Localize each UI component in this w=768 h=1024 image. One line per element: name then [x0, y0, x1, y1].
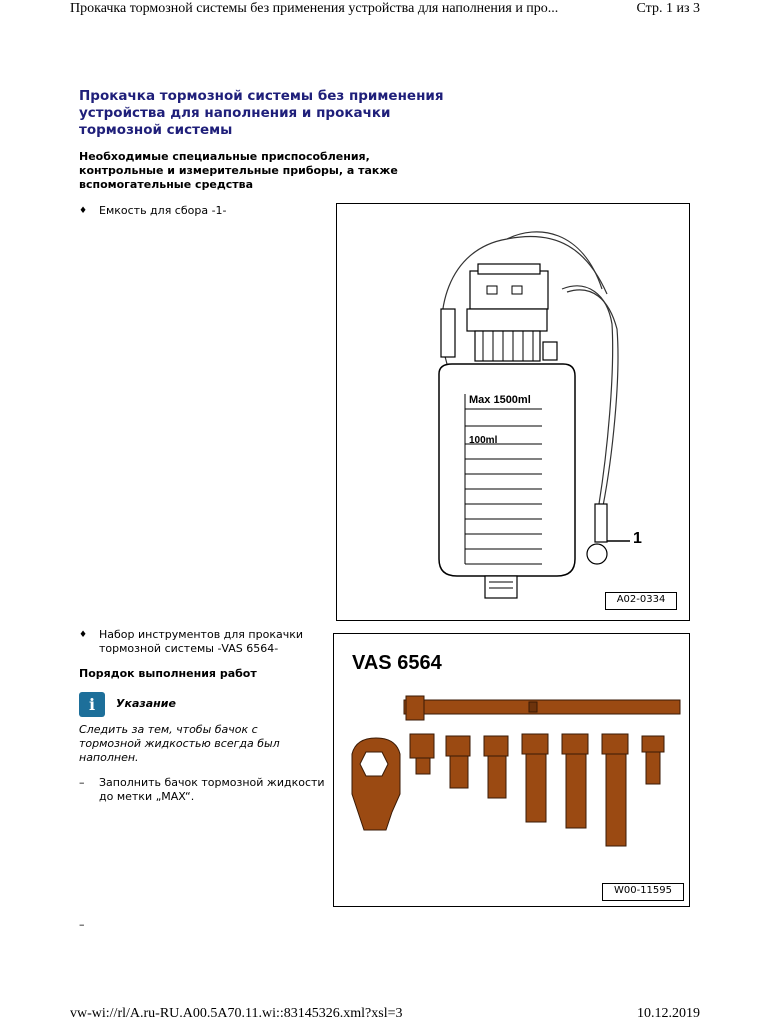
- note-line: тормозной жидкостью всегда был: [79, 737, 280, 750]
- tool-set-drawing: [334, 634, 689, 906]
- list-item-text: [99, 204, 329, 218]
- header-doc-title: Прокачка тормозной системы без применения устройства для наполнения и про...: [70, 1, 559, 16]
- callout-1: 1: [633, 530, 642, 547]
- procedure-heading: Порядок выполнения работ: [79, 667, 257, 680]
- footer-date: 10.12.2019: [637, 1006, 700, 1021]
- list-item-text: [99, 628, 329, 656]
- scale-label: 100ml: [469, 435, 498, 446]
- dash-icon: –: [79, 918, 85, 931]
- max-label: Max 1500ml: [469, 394, 531, 406]
- note-line: наполнен.: [79, 751, 139, 764]
- page-title: [79, 88, 459, 139]
- header-page-indicator: Стр. 1 из 3: [636, 1, 700, 16]
- list-item-line: тормозной системы -VAS 6564-: [99, 642, 279, 655]
- list-item-line: Набор инструментов для прокачки: [99, 628, 303, 641]
- page-header: [70, 0, 700, 20]
- bullet-icon: ♦: [79, 206, 88, 216]
- step-line: до метки „MAX“.: [99, 790, 195, 803]
- figure-code: [602, 883, 684, 901]
- figure-title: VAS 6564: [352, 652, 442, 674]
- figure-code-text: A02-0334: [616, 594, 666, 605]
- footer-url: vw-wi://rl/A.ru-RU.A00.5A70.11.wi::83145326.xml?xsl=3: [70, 1006, 403, 1021]
- page-title-line: устройства для наполнения и прокачки: [79, 105, 391, 121]
- note-line: Следить за тем, чтобы бачок с: [79, 723, 258, 736]
- info-icon: i: [79, 692, 105, 717]
- step-text: [99, 776, 334, 804]
- page-title-line: Прокачка тормозной системы без применения: [79, 88, 444, 104]
- page-title-line: тормозной системы: [79, 122, 233, 138]
- note-label: Указание: [116, 697, 176, 710]
- dash-icon: –: [79, 776, 85, 789]
- page-footer: [70, 1006, 700, 1024]
- figure-code: [605, 592, 677, 610]
- list-item-line: Емкость для сбора -1-: [99, 204, 227, 217]
- subtitle-line: контрольные и измерительные приборы, а также: [79, 164, 398, 177]
- subtitle-line: Необходимые специальные приспособления,: [79, 150, 370, 163]
- step-line: Заполнить бачок тормозной жидкости: [99, 776, 325, 789]
- collection-container-drawing: [337, 204, 689, 620]
- figure-code-text: W00-11595: [613, 885, 673, 896]
- subtitle-line: вспомогательные средства: [79, 178, 254, 191]
- note-text: [79, 723, 329, 765]
- figure-collection-container: [336, 203, 690, 621]
- bullet-icon: ♦: [79, 630, 88, 640]
- figure-tool-set: [333, 633, 690, 907]
- section-subtitle: [79, 150, 409, 192]
